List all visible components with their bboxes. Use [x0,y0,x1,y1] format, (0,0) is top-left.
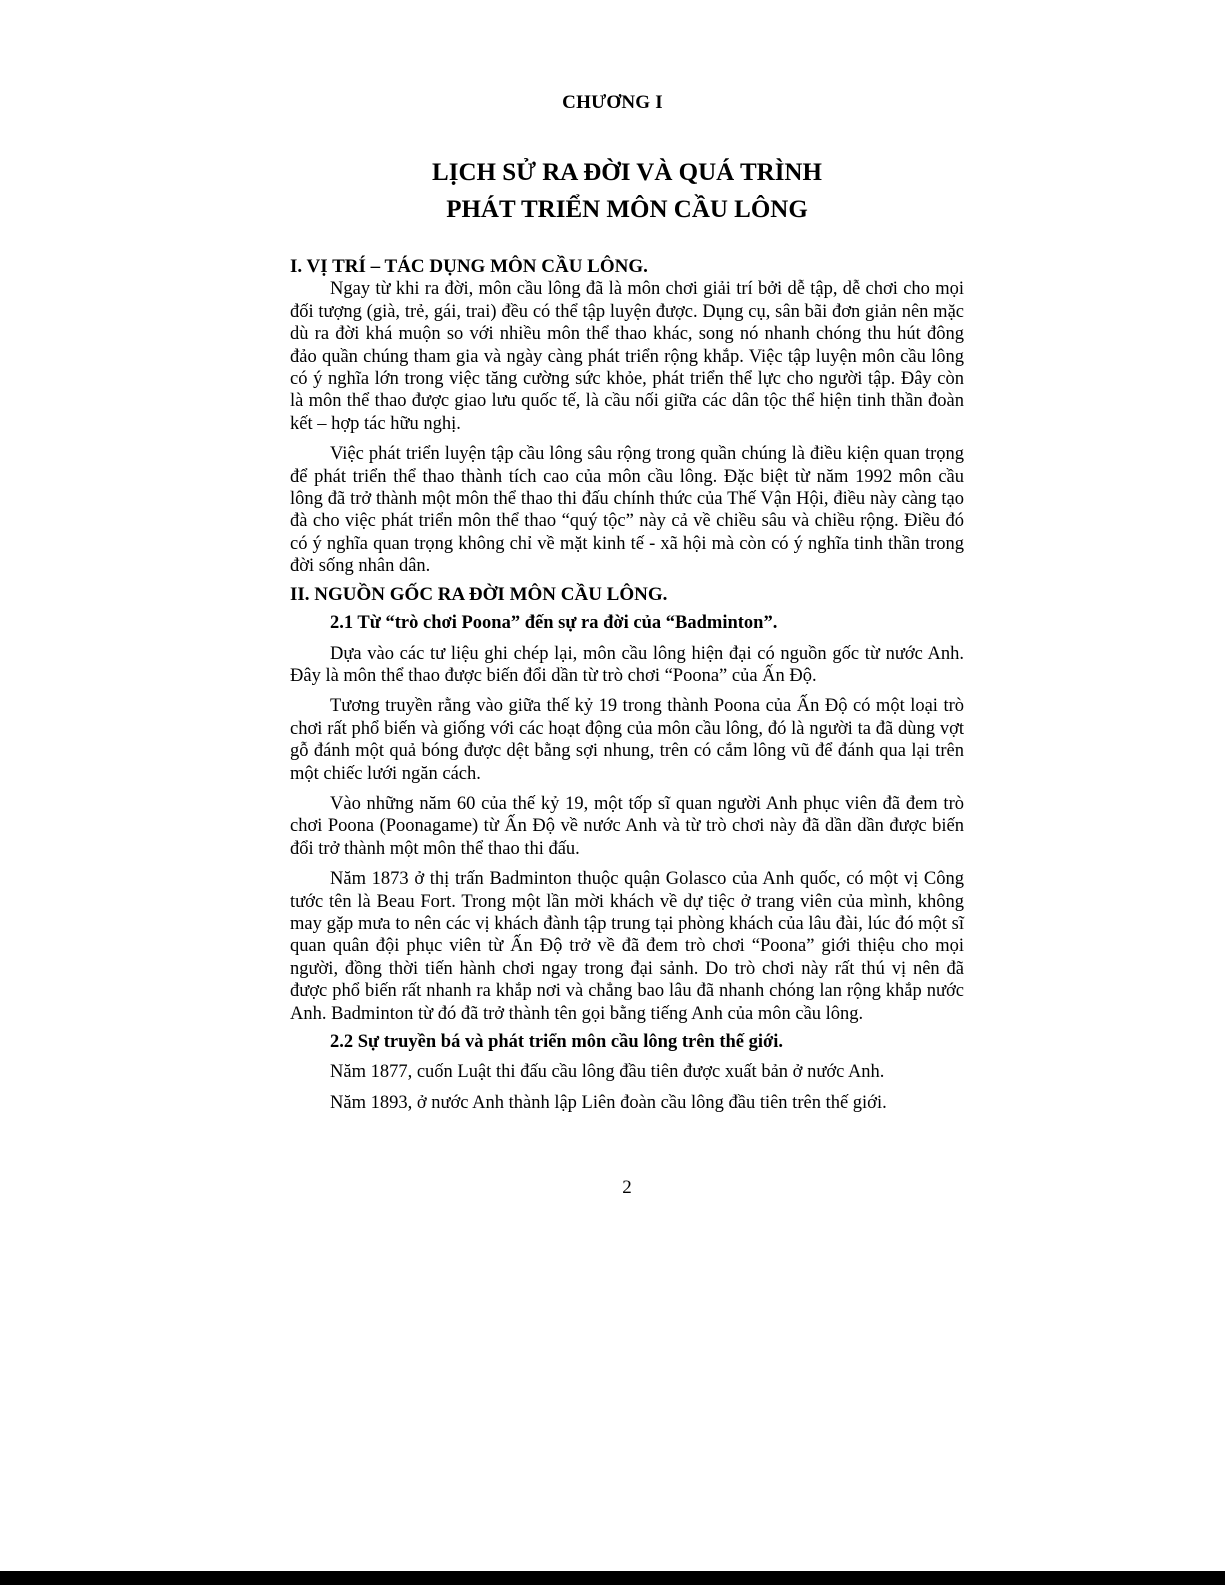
page-number: 2 [622,1177,632,1198]
chapter-title [0,154,1225,228]
paragraph: Năm 1877, cuốn Luật thi đấu cầu lông đầu tiên được xuất bản ở nước Anh. [330,1062,885,1083]
subsection-heading-2-1: 2.1 Từ “trò chơi Poona” đến sự ra đời của “Badminton”. [330,613,778,634]
page-body [290,256,964,1122]
chapter-title-line-1: LỊCH SỬ RA ĐỜI VÀ QUÁ TRÌNH [432,159,822,186]
section-heading-2: II. NGUỒN GỐC RA ĐỜI MÔN CẦU LÔNG. [290,583,668,605]
paragraph: Tương truyền rằng vào giữa thế kỷ 19 trong thành Poona của Ấn Độ có một loại trò chơi rất phổ biến và giống với các hoạt động của môn cầu lông, đó là người ta đã dùng vợt gỗ đánh một quả bóng được dệt bằng sợi nhung, trên có cắm lông vũ để đánh qua lại trên một chiếc lưới ngăn cách. [290,696,964,784]
paragraph: Việc phát triển luyện tập cầu lông sâu rộng trong quần chúng là điều kiện quan trọng để phát triển thể thao thành tích cao của môn cầu lông. Đặc biệt từ năm 1992 môn cầu lông đã trở thành một môn thể thao thi đấu chính thức của Thế Vận Hội, điều này càng tạo đà cho việc phát triển môn thể thao “quý tộc” này cả về chiều sâu và chiều rộng. Điều đó có ý nghĩa quan trọng không chỉ về mặt kinh tế - xã hội mà còn có ý nghĩa tinh thần trong đời sống nhân dân. [290,444,964,577]
section-heading-1: I. VỊ TRÍ – TÁC DỤNG MÔN CẦU LÔNG. [290,256,648,277]
paragraph: Vào những năm 60 của thế kỷ 19, một tốp sĩ quan người Anh phục viên đã đem trò chơi Poona (Poonagame) từ Ấn Độ về nước Anh và từ trò chơi này đã dần dần được biến đổi trở thành một môn thể thao thi đấu. [290,793,964,859]
paragraph: Dựa vào các tư liệu ghi chép lại, môn cầu lông hiện đại có nguồn gốc từ nước Anh. Đây là môn thể thao được biến đổi dần từ trò chơi “Poona” của Ấn Độ. [290,643,964,686]
paragraph: Năm 1893, ở nước Anh thành lập Liên đoàn cầu lông đầu tiên trên thế giới. [330,1092,887,1113]
bottom-border [0,1571,1225,1585]
paragraph: Ngay từ khi ra đời, môn cầu lông đã là môn chơi giải trí bởi dễ tập, dễ chơi cho mọi đối tượng (già, trẻ, gái, trai) đều có thể tập luyện được. Dụng cụ, sân bãi đơn giản nên mặc dù ra đời khá muộn so với nhiều môn thể thao khác, song nó nhanh chóng thu hút đông đảo quần chúng tham gia và ngày càng phát triển rộng khắp. Việc tập luyện môn cầu lông có ý nghĩa lớn trong việc tăng cường sức khỏe, phát triển thể lực cho người tập. Đây còn là môn thể thao được giao lưu quốc tế, là cầu nối giữa các dân tộc thể hiện tinh thần đoàn kết – hợp tác hữu nghị. [290,279,964,434]
chapter-title-line-2: PHÁT TRIỂN MÔN CẦU LÔNG [446,196,808,223]
subsection-heading-2-2: 2.2 Sự truyền bá và phát triển môn cầu lông trên thế giới. [330,1032,784,1052]
paragraph: Năm 1873 ở thị trấn Badminton thuộc quận Golasco của Anh quốc, có một vị Công tước tên là Beau Fort. Trong một lần mời khách về dự tiệc ở trang viên của mình, không may gặp mưa to nên các vị khách đành tập trung tại phòng khách của lâu đài, lúc đó một sĩ quan quân đội phục viên từ Ấn Độ trở về đã đem trò chơi “Poona” giới thiệu cho mọi người, đồng thời tiến hành chơi ngay trong đại sảnh. Do trò chơi này rất thú vị nên đã được phổ biến rất nhanh ra khắp nơi và chẳng bao lâu đã nhanh chóng lan rộng khắp nước Anh. Badminton từ đó đã trở thành tên gọi bằng tiếng Anh của môn cầu lông. [290,869,964,1024]
chapter-label: CHƯƠNG I [562,92,663,113]
